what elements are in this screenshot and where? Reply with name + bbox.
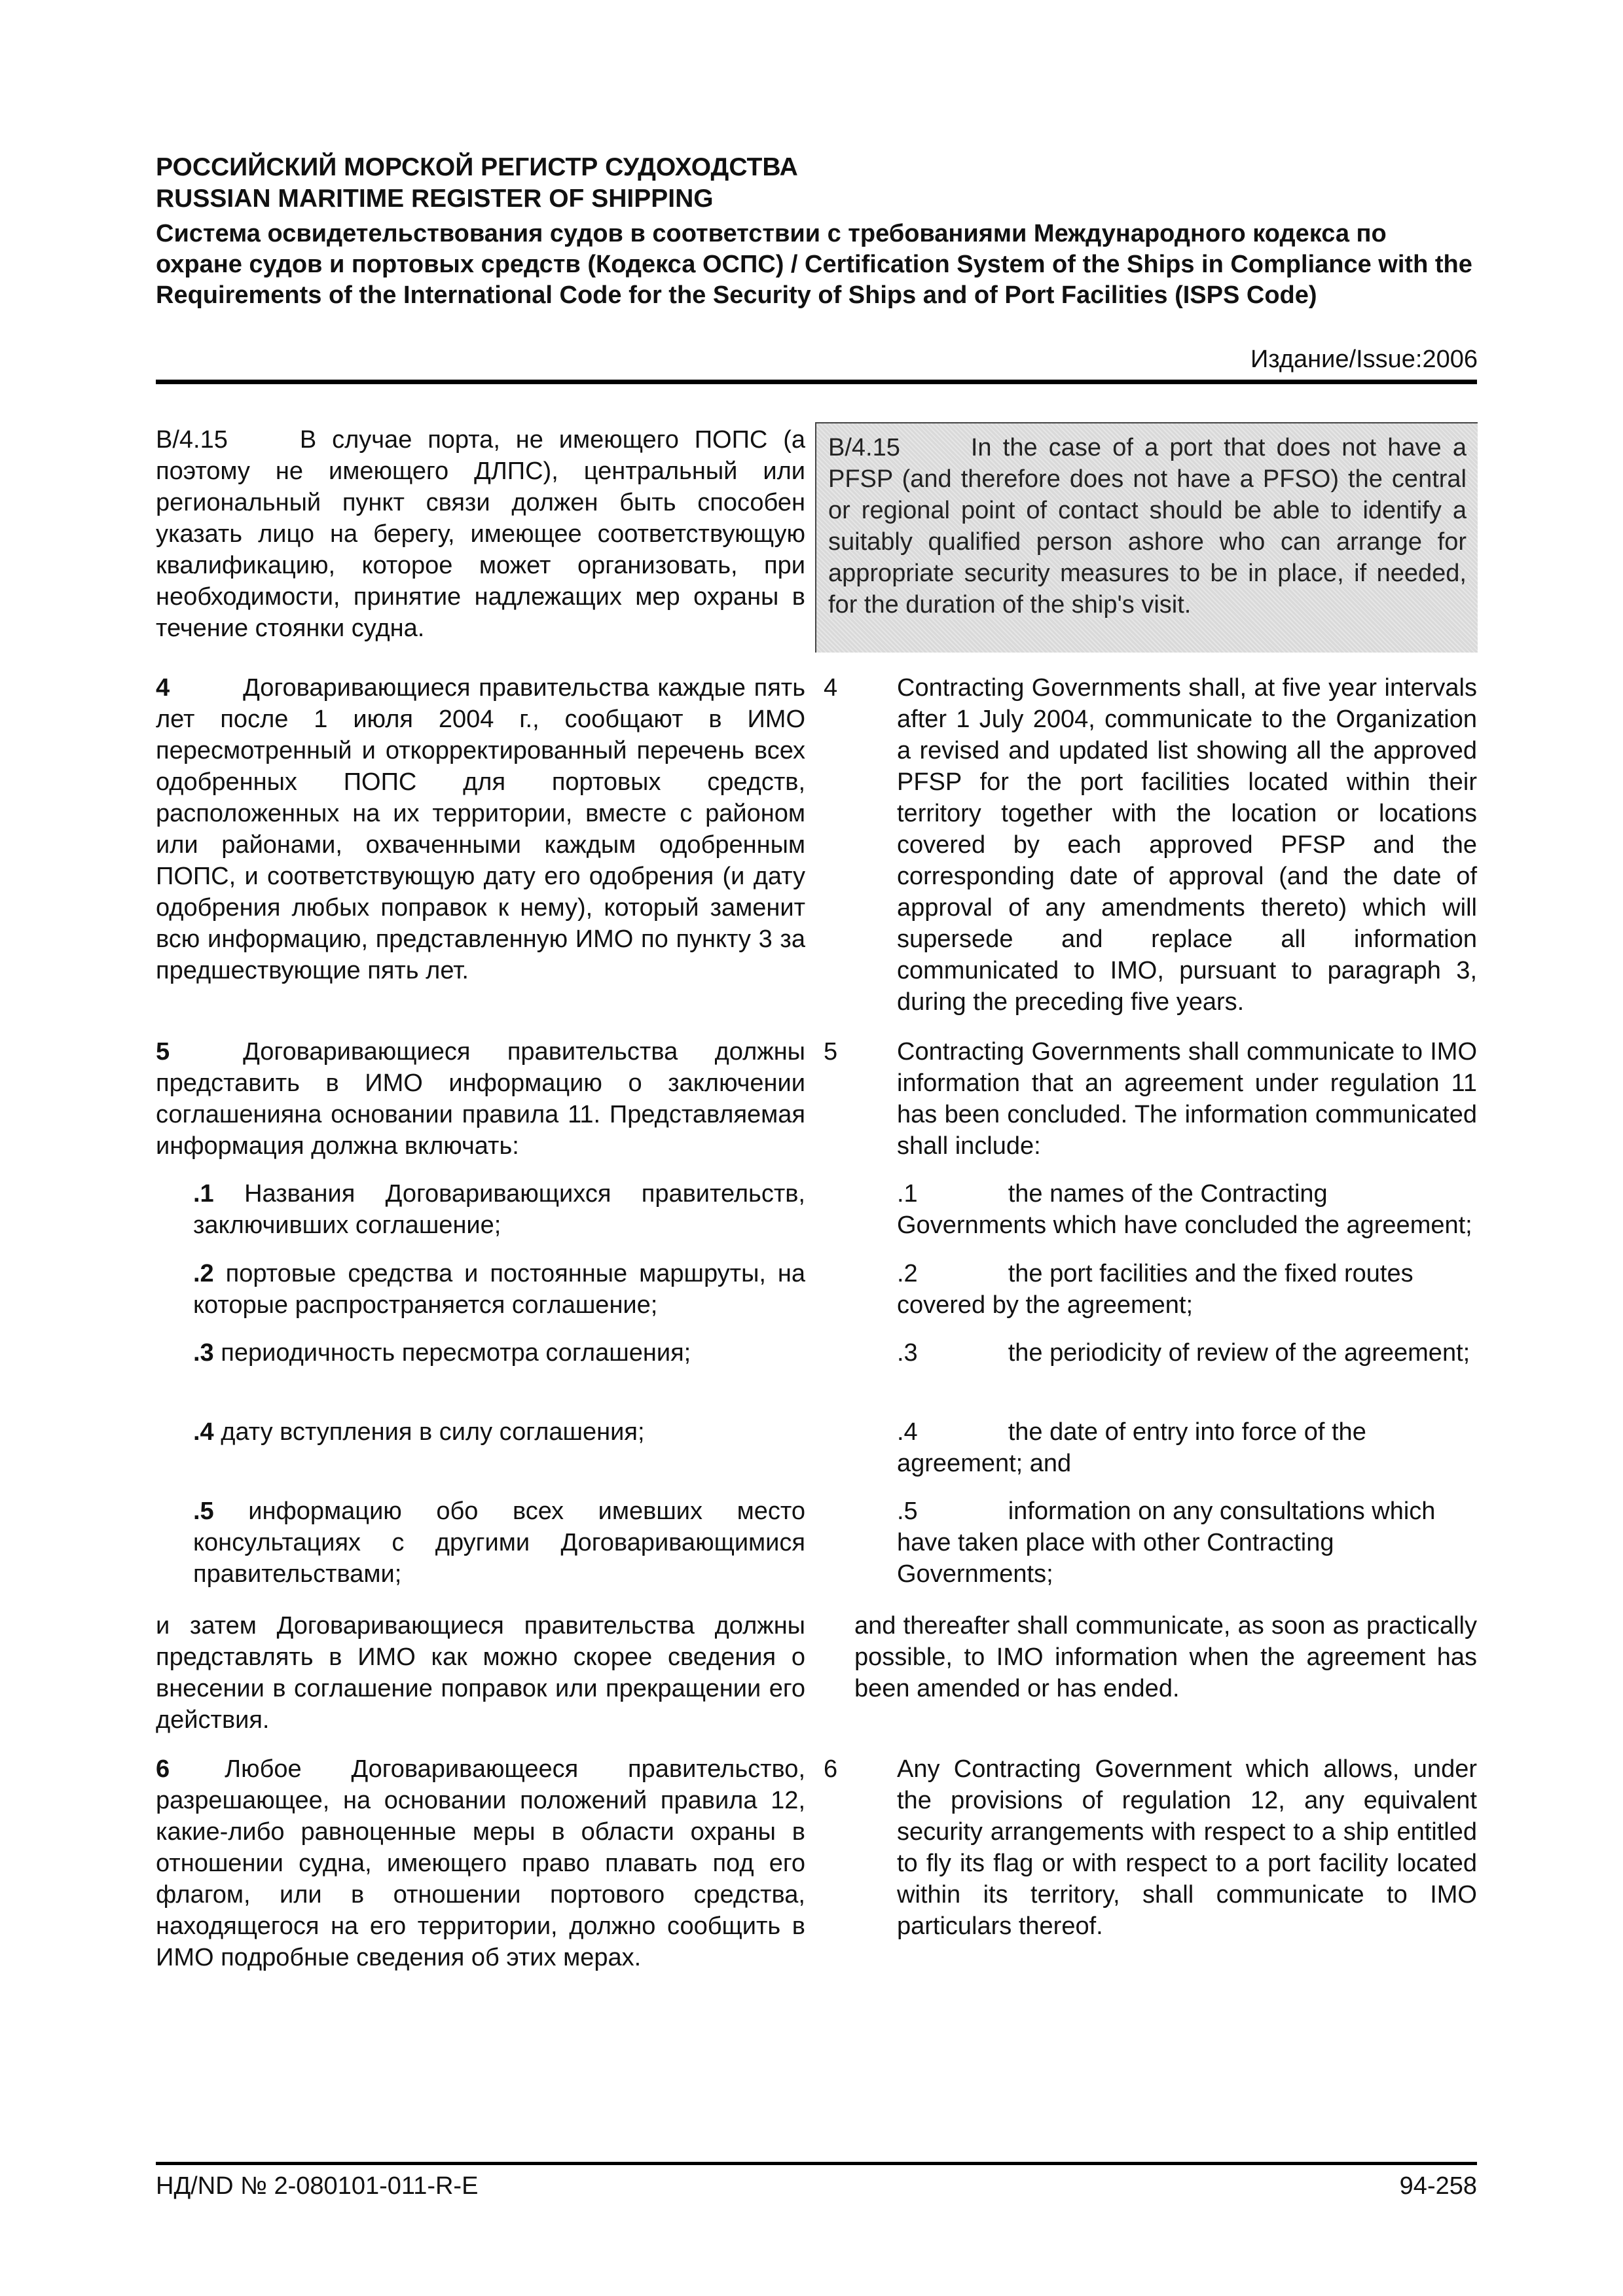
b415-en: [828, 432, 1467, 620]
para-5-ru: [156, 1036, 805, 1162]
para-5-text-ru: Договаривающиеся правительства должны представить в ИМО информацию о заключении соглашенияна основании правила 11. Представляемая информация должна включать:: [156, 1038, 805, 1160]
item-4-en: [897, 1416, 1477, 1479]
item-1-text-ru: Названия Договаривающихся правительств, заключивших соглашение;: [193, 1180, 805, 1239]
item-4-text-en: the date of entry into force of the agreement; and: [897, 1418, 1366, 1477]
org-name-en: RUSSIAN MARITIME REGISTER OF SHIPPING: [156, 185, 714, 213]
item-5-number-en: .5: [897, 1498, 918, 1525]
para-5-number-en: 5: [824, 1038, 838, 1066]
item-2-ru: [193, 1258, 805, 1321]
item-1-number-ru: .1: [193, 1180, 214, 1208]
item-3-text-en: the periodicity of review of the agreement;: [1008, 1339, 1470, 1367]
item-4-ru: [193, 1416, 805, 1448]
para-4-ru: [156, 672, 805, 986]
b415-text-en: In the case of a port that does not have a PFSP (and therefore does not have a PFSO) the central or regional point of contact should be able to identify a suitably qualified person ashore who can arrange for appropriate security measures to be in place, if needed, for the duration of the ship's visit.: [828, 434, 1467, 619]
edition-label: Издание/Issue:2006: [1250, 346, 1478, 373]
para-6-text-en: Any Contracting Government which allows, under the provisions of regulation 12, any equivalent security arrangements with respect to a ship entitled to fly its flag or with respect to a port facility located within its territory, shall communicate to IMO particulars thereof.: [897, 1755, 1477, 1940]
item-1-text-en: the names of the Contracting Governments which have concluded the agreement;: [897, 1180, 1472, 1239]
item-4-number-ru: .4: [193, 1418, 214, 1446]
item-5-ru: [193, 1496, 805, 1590]
item-3-en: [897, 1337, 1477, 1369]
para-5-text-en: Contracting Governments shall communicate to IMO information that an agreement under regulation 11 has been concluded. The information communicated shall include:: [897, 1038, 1477, 1160]
para-6-text-ru: Любое Договаривающееся правительство, разрешающее, на основании положений правила 12, какие-либо равноценные меры в области охраны в отношении судна, имеющего право плавать под его флагом, или в отношении портового средства, находящегося на его территории, должно сообщить в ИМО подробные сведения об этих мерах.: [156, 1755, 805, 1971]
para-4-number-ru: 4: [156, 674, 170, 702]
para-4-number-en: 4: [824, 674, 838, 702]
header-rule: [156, 380, 1477, 384]
para-4-text-en: Contracting Governments shall, at five year intervals after 1 July 2004, communicate to the Organization a revised and updated list showing all the approved PFSP for the port facilities located within their territory together with the location or locations covered by each approved PFSP and the corresponding date of approval (and the date of approval of any amendments thereto) which will supersede and replace all information communicated to IMO, pursuant to paragraph 3, during the preceding five years.: [897, 674, 1477, 1016]
item-2-number-ru: .2: [193, 1260, 214, 1287]
para-6-ru: [156, 1753, 805, 1973]
item-2-text-en: the port facilities and the fixed routes covered by the agreement;: [897, 1260, 1413, 1319]
b415-text-ru: В случае порта, не имеющего ПОПС (а поэтому не имеющего ДЛПС), центральный или региональный пункт связи должен быть способен указать лицо на берегу, имеющее соответствующую квалификацию, которое может организовать, при необходимости, принятие надлежащих мер охраны в течение стоянки судна.: [156, 426, 805, 642]
para-6-number-ru: 6: [156, 1755, 170, 1783]
org-name-ru: РОССИЙСКИЙ МОРСКОЙ РЕГИСТР СУДОХОДСТВА: [156, 153, 798, 181]
para-5-tail-en: and thereafter shall communicate, as soon as practically possible, to IMO information when the agreement has been amended or has ended.: [854, 1612, 1477, 1702]
item-5-number-ru: .5: [193, 1498, 214, 1525]
item-5-en: [897, 1496, 1477, 1590]
item-1-ru: [193, 1178, 805, 1241]
item-3-number-ru: .3: [193, 1339, 214, 1367]
b415-ru: [156, 424, 805, 644]
b415-number-en: B/4.15: [828, 434, 900, 461]
item-5-text-ru: информацию обо всех имевших место консультациях с другими Договаривающимися правительствами;: [193, 1498, 805, 1588]
item-3-number-en: .3: [897, 1339, 918, 1367]
item-4-number-en: .4: [897, 1418, 918, 1446]
header-org: [156, 152, 1462, 215]
b415-number-ru: B/4.15: [156, 426, 228, 454]
document-number: НД/ND № 2-080101-011-R-E: [156, 2172, 479, 2200]
item-1-number-en: .1: [897, 1180, 918, 1208]
item-4-text-ru: дату вступления в силу соглашения;: [221, 1418, 645, 1446]
item-5-text-en: information on any consultations which have taken place with other Contracting Governments;: [897, 1498, 1436, 1588]
footer-rule: [156, 2162, 1477, 2165]
item-2-en: [897, 1258, 1477, 1321]
para-4-text-ru: Договаривающиеся правительства каждые пять лет после 1 июля 2004 г., сообщают в ИМО пересмотренный и откорректированный перечень всех одобренных ПОПС для портовых средств, расположенных на их территории, вместе с районом или районами, охваченными каждым одобренным ПОПС, и соответствующую дату его одобрения (и дату одобрения любых поправок к нему), который заменит всю информацию, представленную ИМО по пункту 3 за предшествующие пять лет.: [156, 674, 805, 984]
para-6-number-en: 6: [824, 1755, 838, 1783]
page-number: 94-258: [1399, 2172, 1477, 2200]
item-3-ru: [193, 1337, 805, 1369]
para-5-number-ru: 5: [156, 1038, 170, 1066]
item-3-text-ru: периодичность пересмотра соглашения;: [221, 1339, 691, 1367]
system-title: Система освидетельствования судов в соответствии с требованиями Международного кодекса по охране судов и портовых средств (Кодекса ОСПС) / Certification System of the Ships in Compliance with the Requirements of the International Code for the Security of Ships and of Port Facilities (ISPS Code): [156, 220, 1472, 309]
item-2-number-en: .2: [897, 1260, 918, 1287]
item-2-text-ru: портовые средства и постоянные маршруты, на которые распространяется соглашение;: [193, 1260, 805, 1319]
para-5-tail-ru: и затем Договаривающиеся правительства должны представлять в ИМО как можно скорее сведения о внесении в соглашение поправок или прекращении его действия.: [156, 1612, 805, 1734]
item-1-en: [897, 1178, 1477, 1241]
